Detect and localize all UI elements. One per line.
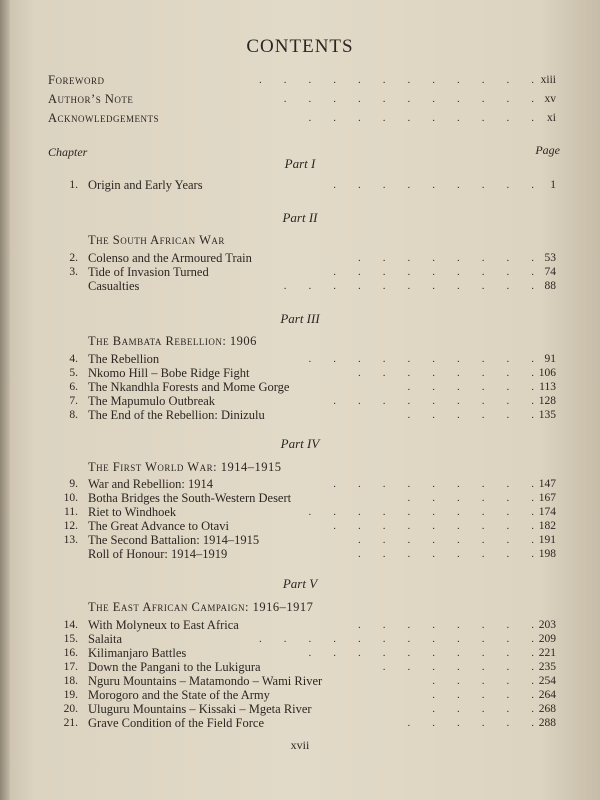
entry-title: The Great Advance to Otavi (88, 519, 229, 533)
entry-page: 191 (538, 534, 556, 546)
part-heading: Part V (282, 576, 318, 591)
entry-page: xiii (540, 74, 556, 86)
toc-entry (0, 279, 600, 293)
entry-page: 268 (538, 703, 556, 715)
toc-entry (0, 477, 600, 491)
toc-entry (0, 352, 600, 366)
toc-entry (0, 505, 600, 519)
entry-title: Acknowledgements (48, 111, 160, 125)
entry-page: 182 (538, 520, 556, 532)
entry-page: 147 (538, 478, 556, 490)
leader-dots: . . . . . . . . . . . . (259, 74, 534, 86)
toc-entry (0, 660, 600, 674)
entry-page: 128 (538, 395, 556, 407)
entry-page: 235 (538, 661, 556, 673)
toc-entry (0, 618, 600, 632)
entry-page: 74 (544, 266, 556, 278)
entry-title: Colenso and the Armoured Train (88, 251, 252, 265)
entry-page: 203 (538, 619, 556, 631)
leader-dots: . . . . . . (407, 409, 534, 421)
toc-entry (0, 408, 600, 422)
part-heading: Part IV (280, 436, 320, 451)
entry-page: 135 (538, 409, 556, 421)
entry-title: Foreword (48, 73, 105, 87)
leader-dots: . . . . . . . . (358, 619, 534, 631)
chapter-number: 20. (63, 703, 78, 715)
chapter-number: 15. (63, 633, 78, 645)
entry-page: 198 (538, 548, 556, 560)
leader-dots: . . . . . . . . . . (308, 506, 534, 518)
entry-page: 88 (544, 280, 556, 292)
leader-dots: . . . . . . . . . . . . (259, 633, 534, 645)
entry-title: The Rebellion (88, 352, 160, 366)
entry-title: Kilimanjaro Battles (88, 646, 187, 660)
entry-title: Grave Condition of the Field Force (88, 716, 265, 730)
chapter-number: 19. (63, 689, 78, 701)
toc-entry (0, 533, 600, 547)
chapter-number: 17. (63, 661, 78, 673)
part-heading: Part II (282, 210, 318, 225)
entry-title: With Molyneux to East Africa (88, 618, 239, 632)
leader-dots: . . . . . . . . . . . (283, 93, 534, 105)
toc-entry (0, 674, 600, 688)
entry-page: 254 (538, 675, 556, 687)
toc-entry (0, 265, 600, 279)
entry-page: 264 (538, 689, 556, 701)
front-matter-row (0, 73, 600, 87)
entry-title: The Second Battalion: 1914–1915 (88, 533, 260, 547)
toc-entry (0, 251, 600, 265)
leader-dots: . . . . . (432, 675, 534, 687)
leader-dots: . . . . . . . . . (333, 395, 534, 407)
leader-dots: . . . . . . . . (358, 534, 534, 546)
chapter-number: 12. (63, 520, 78, 532)
chapter-number: 18. (63, 675, 78, 687)
chapter-number: 3. (69, 266, 78, 278)
chapter-number: 16. (63, 647, 78, 659)
toc-entry (0, 178, 600, 192)
leader-dots: . . . . . . . (382, 661, 534, 673)
entry-title: Casualties (88, 279, 140, 293)
toc-entry (0, 394, 600, 408)
entry-title: Nguru Mountains – Matamondo – Wami River (88, 674, 323, 688)
entry-page: 174 (538, 506, 556, 518)
toc-entry (0, 702, 600, 716)
toc-entry (0, 632, 600, 646)
leader-dots: . . . . . . (407, 492, 534, 504)
page-column-header: Page (535, 143, 560, 157)
section-heading: The Bambata Rebellion: 1906 (88, 334, 257, 348)
chapter-number: 11. (64, 506, 78, 518)
page-title: CONTENTS (246, 36, 354, 57)
chapter-number: 1. (69, 179, 78, 191)
chapter-number: 2. (69, 252, 78, 264)
toc-entry (0, 380, 600, 394)
toc-entry (0, 688, 600, 702)
entry-page: 113 (539, 381, 556, 393)
leader-dots: . . . . . . . . (358, 367, 534, 379)
page-number: xvii (290, 738, 310, 752)
leader-dots: . . . . . . . . . . (308, 112, 534, 124)
entry-title: Morogoro and the State of the Army (88, 688, 270, 702)
entry-title: Botha Bridges the South-Western Desert (88, 491, 292, 505)
entry-page: 53 (544, 252, 556, 264)
entry-page: 167 (538, 492, 556, 504)
part-heading: Part III (280, 311, 320, 326)
toc-entry (0, 547, 600, 561)
entry-title: Author’s Note (48, 92, 134, 106)
entry-page: xi (547, 112, 556, 124)
leader-dots: . . . . . . (407, 717, 534, 729)
entry-page: 209 (538, 633, 556, 645)
entry-title: Nkomo Hill – Bobe Ridge Fight (88, 366, 250, 380)
entry-title: The Nkandhla Forests and Mome Gorge (88, 380, 290, 394)
entry-page: 91 (544, 353, 556, 365)
leader-dots: . . . . . . . . . (333, 520, 534, 532)
entry-title: War and Rebellion: 1914 (88, 477, 214, 491)
entry-title: The Mapumulo Outbreak (88, 394, 216, 408)
toc-entry (0, 519, 600, 533)
leader-dots: . . . . . . . . (358, 548, 534, 560)
leader-dots: . . . . . . . . . . (308, 647, 534, 659)
chapter-number: 6. (69, 381, 78, 393)
toc-entry (0, 366, 600, 380)
chapter-number: 4. (69, 353, 78, 365)
entry-title: Salaita (88, 632, 123, 646)
leader-dots: . . . . . . . . . . . (283, 280, 534, 292)
leader-dots: . . . . . . . . . (333, 478, 534, 490)
leader-dots: . . . . . (432, 703, 534, 715)
entry-title: Origin and Early Years (88, 178, 203, 192)
toc-entry (0, 646, 600, 660)
toc-entry (0, 491, 600, 505)
leader-dots: . . . . . . (407, 381, 534, 393)
leader-dots: . . . . . . . . . (333, 179, 534, 191)
entry-page: 288 (538, 717, 556, 729)
entry-title: Uluguru Mountains – Kissaki – Mgeta River (88, 702, 312, 716)
chapter-number: 10. (63, 492, 78, 504)
section-heading: The First World War: 1914–1915 (88, 460, 282, 474)
entry-page: 221 (538, 647, 556, 659)
entry-title: Tide of Invasion Turned (88, 265, 209, 279)
chapter-number: 21. (63, 717, 78, 729)
chapter-number: 7. (69, 395, 78, 407)
leader-dots: . . . . . . . . . . (308, 353, 534, 365)
leader-dots: . . . . . (432, 689, 534, 701)
section-heading: The East African Campaign: 1916–1917 (88, 600, 314, 614)
front-matter-row (0, 92, 600, 106)
entry-page: xv (544, 93, 556, 105)
entry-title: Riet to Windhoek (88, 505, 177, 519)
front-matter-row (0, 111, 600, 125)
toc-entry (0, 716, 600, 730)
entry-title: Down the Pangani to the Lukigura (88, 660, 261, 674)
section-heading: The South African War (88, 233, 225, 247)
chapter-number: 9. (69, 478, 78, 490)
entry-page: 1 (550, 179, 556, 191)
chapter-column-header: Chapter (48, 145, 88, 159)
chapter-number: 8. (69, 409, 78, 421)
chapter-number: 14. (63, 619, 78, 631)
leader-dots: . . . . . . . . (358, 252, 534, 264)
part-heading: Part I (284, 156, 316, 171)
chapter-number: 5. (69, 367, 78, 379)
entry-title: Roll of Honour: 1914–1919 (88, 547, 228, 561)
chapter-number: 13. (63, 534, 78, 546)
leader-dots: . . . . . . . . . (333, 266, 534, 278)
entry-title: The End of the Rebellion: Dinizulu (88, 408, 265, 422)
entry-page: 106 (538, 367, 556, 379)
